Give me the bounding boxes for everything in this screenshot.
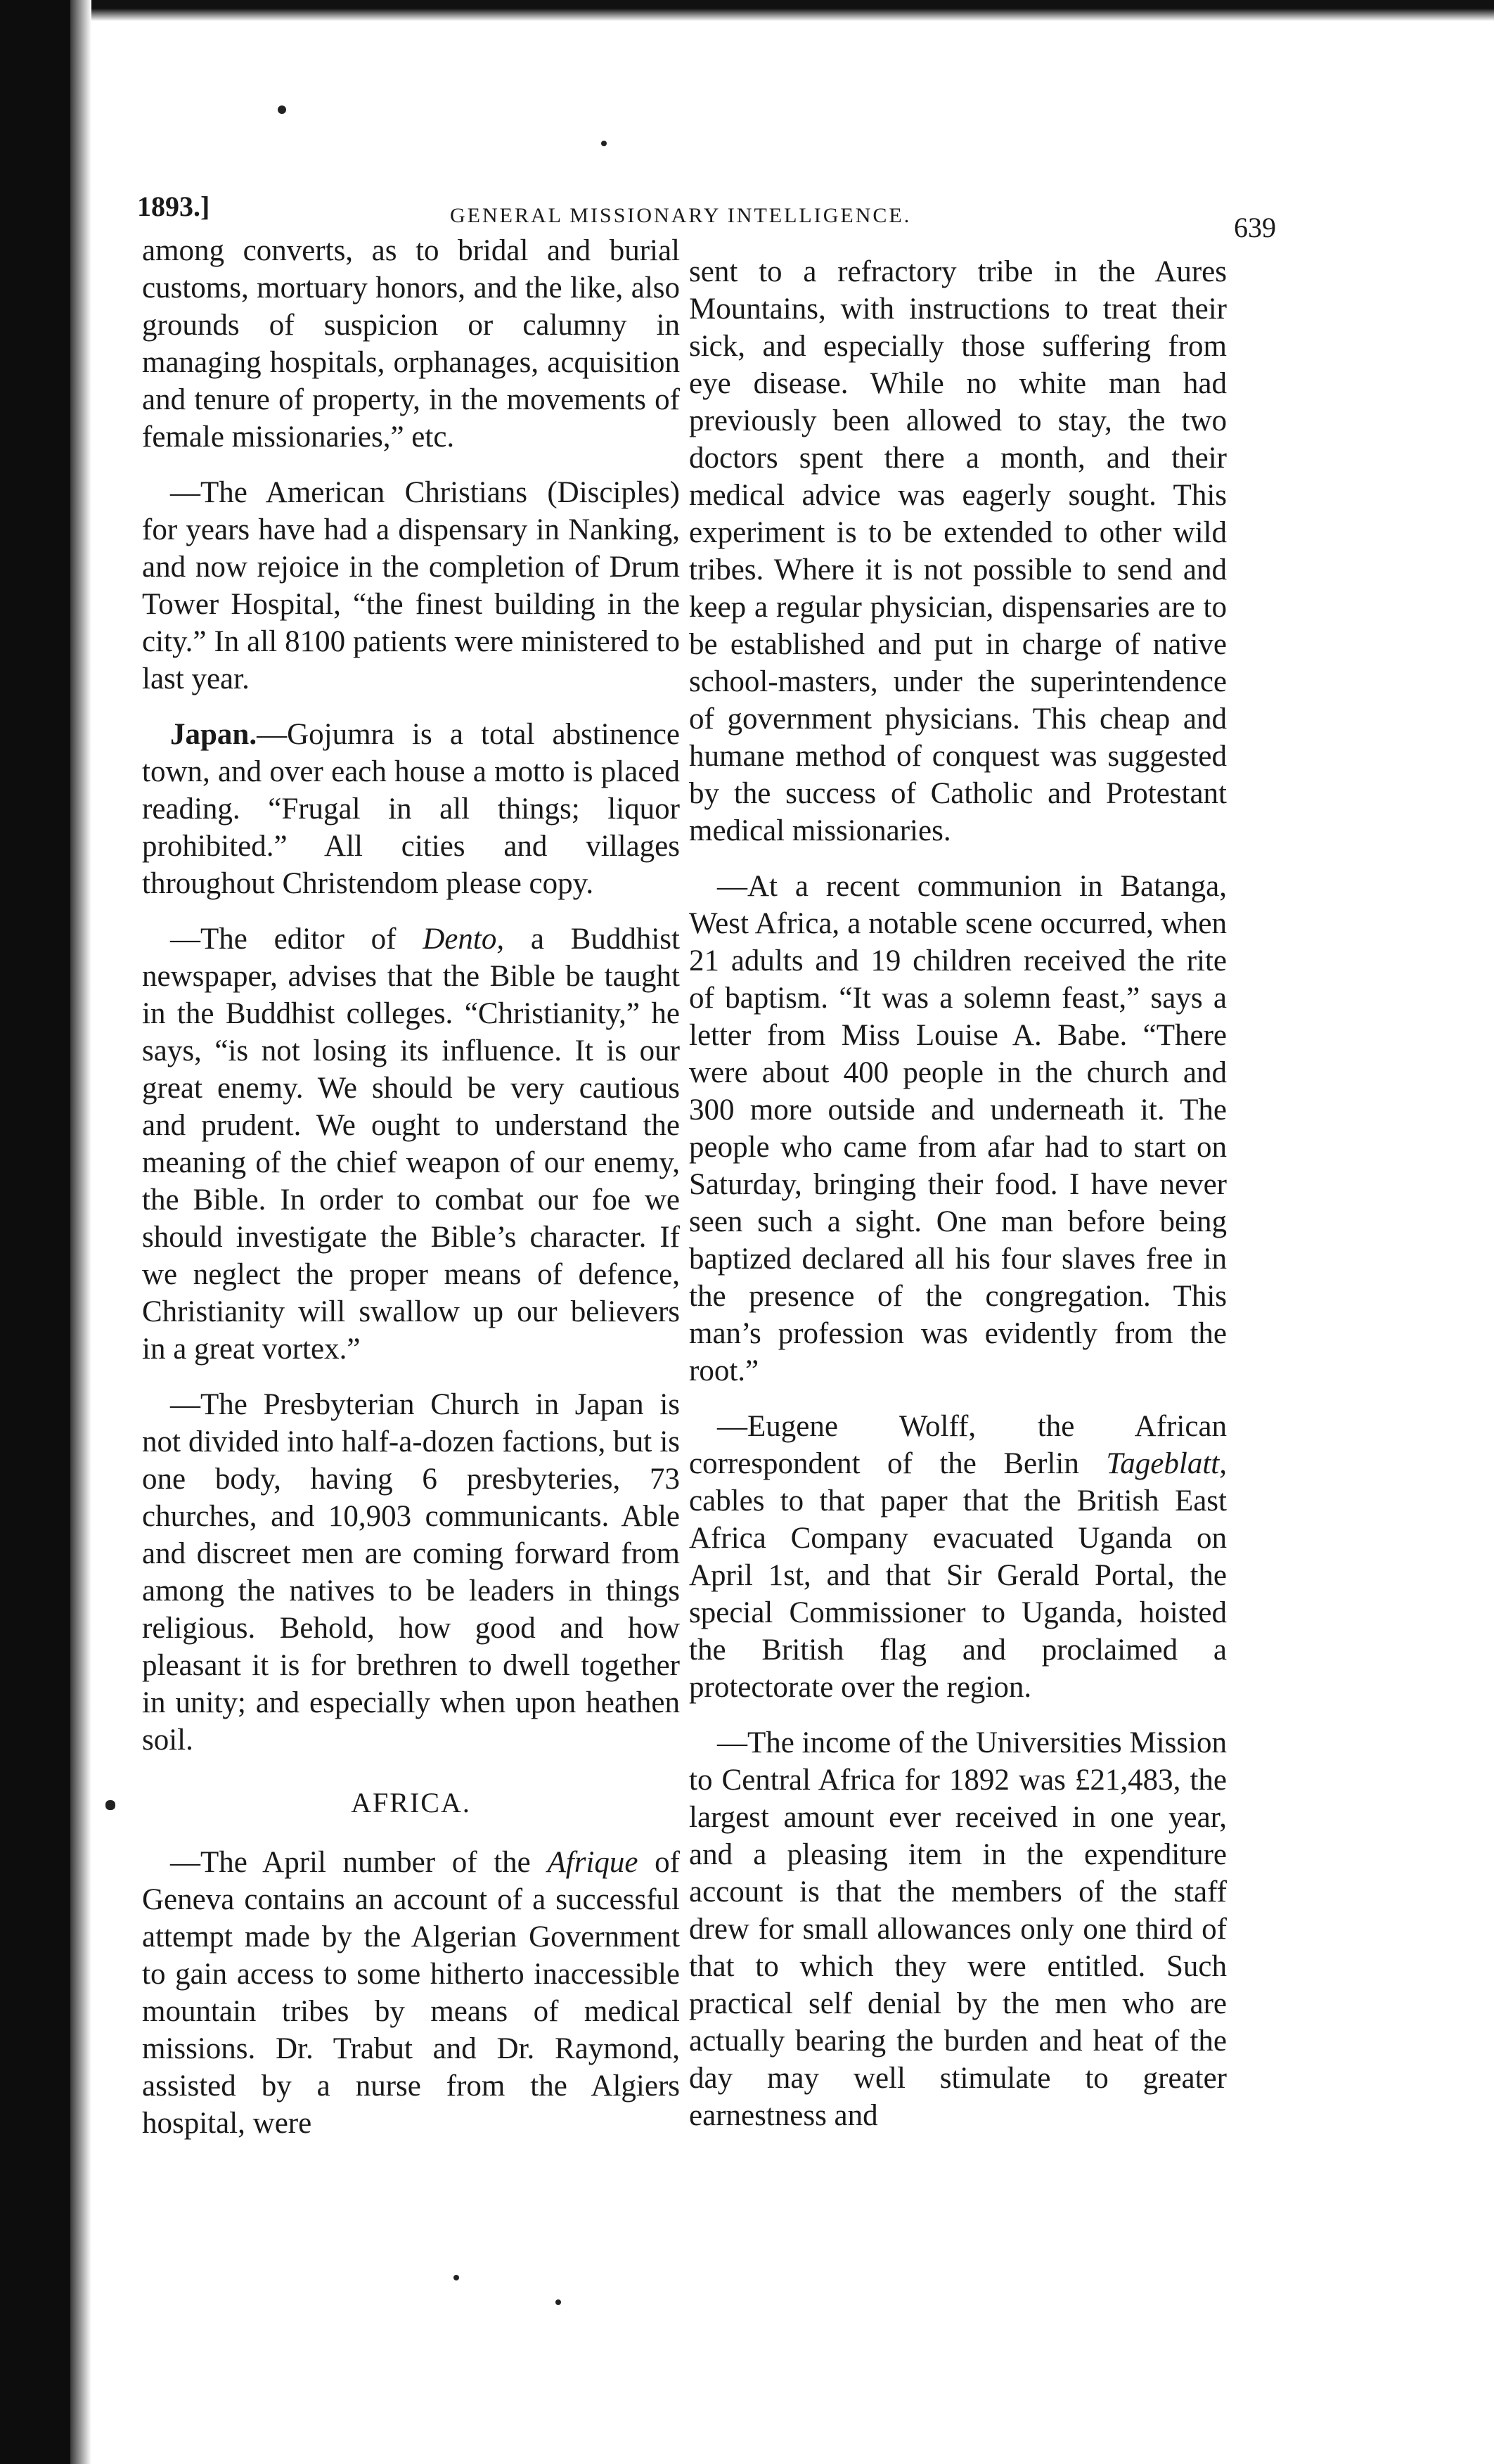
paragraph-lead: Japan. bbox=[170, 718, 257, 751]
publication-title: Afrique bbox=[547, 1846, 638, 1879]
running-head-year: 1893.] bbox=[137, 191, 210, 222]
paragraph bbox=[689, 1408, 1227, 1706]
paragraph bbox=[142, 920, 680, 1368]
paragraph-text: a Buddhist newspaper, advises that the Bible be taught in the Buddhist colleges. “Christianity,” he says, “is not losing its influence. It is our great enemy. We should be very cautious and prudent. We ought to understand the meaning of the chief weapon of our enemy, the Bible. In order to combat our foe we should investigate the Bible’s character. If we neglect the proper means of defence, Christianity will swallow up our believers in a great vortex.” bbox=[142, 923, 680, 1366]
paragraph: —The income of the Universities Mission to Central Africa for 1892 was £21,483, the largest amount ever received in one year, and a pleasing item in the expenditure account is that the members of the staff drew for small allowances only one third of that to which they were entitled. Such practical self denial by the men who are actually bearing the burden and heat of the day may well stimulate to greater earnestness and bbox=[689, 1726, 1227, 2132]
running-head-title: GENERAL MISSIONARY INTELLIGENCE. bbox=[450, 204, 912, 227]
scan-top-edge bbox=[0, 0, 1494, 21]
book-page bbox=[127, 141, 1322, 2391]
margin-dot bbox=[278, 105, 286, 114]
scan-left-margin-shadow bbox=[0, 0, 76, 2464]
publication-title: Dento, bbox=[423, 923, 505, 956]
scan-left-margin-gradient bbox=[70, 0, 91, 2464]
paragraph-text: cables to that paper that the British East Africa Company evacuated Uganda on April 1st, and that Sir Gerald Portal, the special Commissioner to Uganda, hoisted the British flag and proclaimed a protectorate over the region. bbox=[689, 1484, 1227, 1704]
running-head bbox=[127, 176, 1294, 243]
paragraph-text: —Gojumra is a total abstinence town, and over each house a motto is placed reading. “Frugal in all things; liquor prohibited.” All cities and villages throughout Christendom please copy. bbox=[142, 718, 680, 900]
paragraph: —The Presbyterian Church in Japan is not divided into half-a-dozen factions, but is one body, having 6 presbyteries, 73 churches, and 10,903 communicants. Able and discreet men are coming forward from among the natives to be leaders in things religious. Behold, how good and how pleasant it is for brethren to dwell together in unity; and especially when upon heathen soil. bbox=[142, 1388, 680, 1757]
section-heading: AFRICA. bbox=[351, 1787, 471, 1818]
margin-dot bbox=[105, 1800, 115, 1810]
left-column bbox=[142, 232, 680, 2160]
paragraph-text: —The editor of bbox=[170, 923, 423, 956]
paragraph: sent to a refractory tribe in the Aures Mountains, with instructions to treat their sick, and especially those suffering from eye disease. While no white man had previously been allowed to stay, the two doctors spent there a month, and their medical advice was eagerly sought. This experiment is to be extended to other wild tribes. Where it is not possible to send and keep a regular physician, dispensaries are to be established and put in charge of native school-masters, under the superintendence of government physicians. This cheap and humane method of conquest was suggested by the success of Catholic and Protestant medical missionaries. bbox=[689, 255, 1227, 847]
paragraph-text: —Eugene Wolff, the African correspondent of the Berlin bbox=[689, 1410, 1227, 1480]
paragraph: among converts, as to bridal and burial customs, mortuary honors, and the like, also grounds of suspicion or calumny in managing hospitals, orphanages, acquisition and tenure of property, in the movements of female missionaries,” etc. bbox=[142, 234, 680, 454]
paragraph bbox=[142, 716, 680, 902]
paragraph-text: of Geneva contains an account of a successful attempt made by the Algerian Government to gain access to some hitherto inaccessible mountain tribes by means of medical missions. Dr. Trabut and Dr. Raymond, assisted by a nurse from the Algiers hospital, were bbox=[142, 1846, 680, 2140]
right-column bbox=[689, 253, 1227, 2152]
publication-title: Tageblatt, bbox=[1106, 1447, 1227, 1480]
paragraph: —The American Christians (Disciples) for years have had a dispensary in Nanking, and now rejoice in the completion of Drum Tower Hospital, “the finest building in the city.” In all 8100 patients were ministered to last year. bbox=[142, 476, 680, 695]
paragraph-text: —The April number of the bbox=[170, 1846, 548, 1879]
page-number: 639 bbox=[1234, 212, 1276, 243]
paragraph: —At a recent communion in Batanga, West Africa, a notable scene occurred, when 21 adults and 19 children received the rite of baptism. “It was a solemn feast,” says a letter from Miss Louise A. Babe. “There were about 400 people in the church and 300 more outside and underneath it. The people who came from afar had to start on Saturday, bringing their food. I have never seen such a sight. One man before being baptized declared all his four slaves free in the presence of the congregation. This man’s profession was evidently from the root.” bbox=[689, 870, 1227, 1387]
paragraph bbox=[142, 1844, 680, 2142]
